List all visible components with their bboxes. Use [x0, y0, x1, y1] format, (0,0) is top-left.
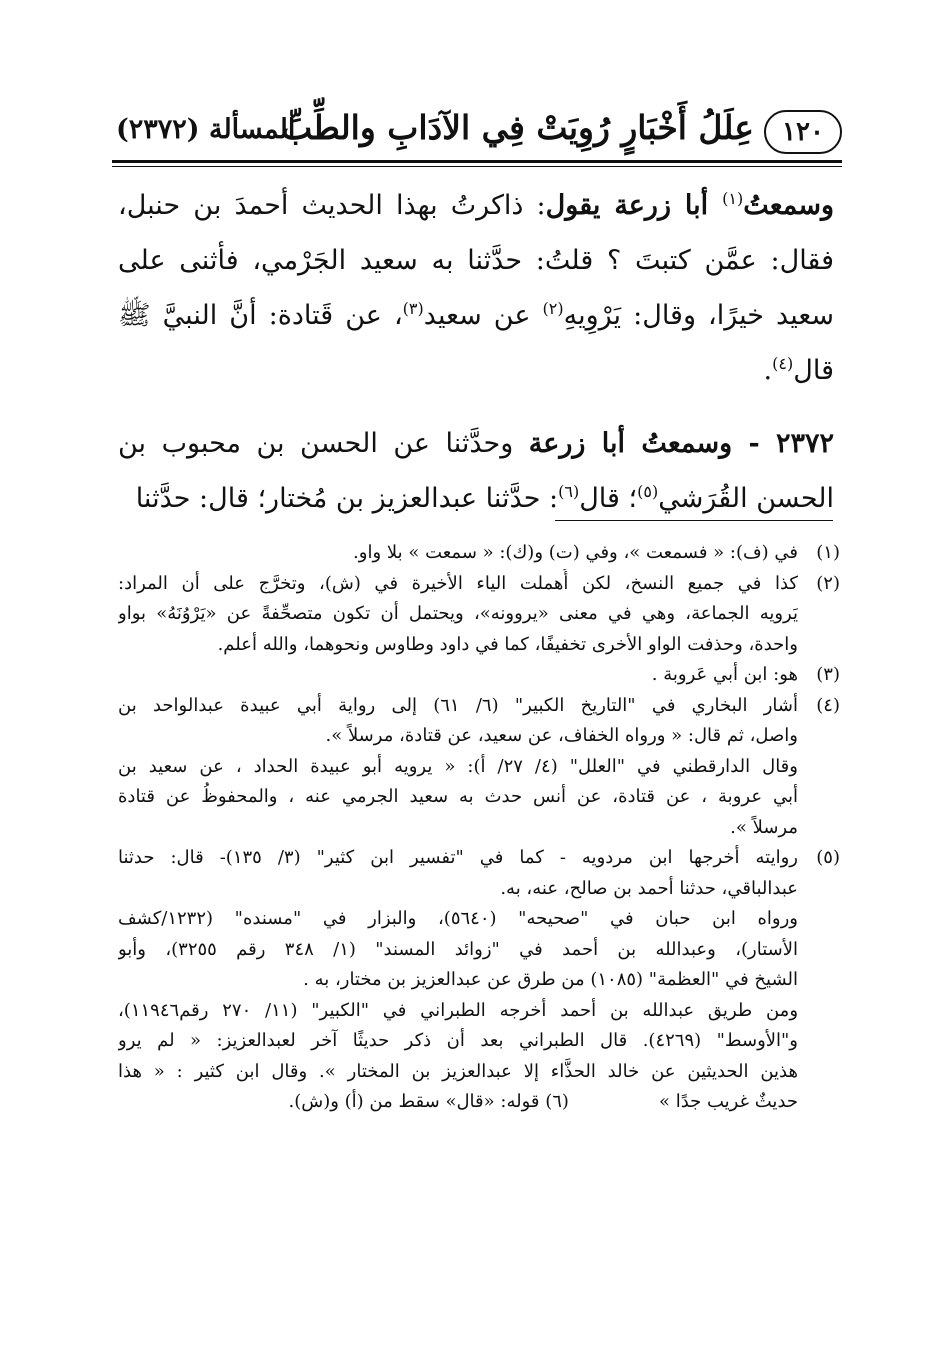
main-text	[118, 178, 834, 526]
footnote-ref-3[interactable]: (٣)	[402, 299, 424, 318]
footnote-6-text: قوله: «قال» سقط من (أ) و(ش).	[288, 1091, 540, 1112]
footnote-line: هو: ابن أبي عَروبة .	[651, 664, 798, 685]
para1-text-1: : ذاكرتُ بهذا الحديث أحمدَ بن حنبل، فقال: عمَّن كتبتَ ؟ قلتُ: حدَّثنا به سعيد الجَرْمي، فأثنى على سعيد خيرًا، وقال: يَرْوِيهِ	[118, 190, 835, 331]
footnote-line: في (ف): « فسمعت »، وفي (ت) و(ك): « سمعت » بلا واو.	[353, 542, 798, 563]
footnote-line: مرسلاً ».	[730, 816, 798, 838]
footnote-5	[118, 843, 840, 1118]
footnote-separator	[555, 520, 833, 521]
footnote-ref-2[interactable]: (٢)	[542, 299, 564, 318]
footnote-number: (١)	[816, 542, 840, 563]
footnote-number: (٣)	[816, 664, 840, 685]
footnote-line: روايته أخرجها ابن مردويه - كما في "تفسير ابن كثير" (٣/ ١٣٥)- قال: حدثنا	[118, 847, 798, 868]
para2-text-3: : حدَّثنا عبدالعزيز بن مُختار؛ قال: حدَّثنا	[135, 483, 559, 514]
book-title: عِلَلُ أَخْبَارٍ رُوِيَتْ فِي الآدَابِ والطِّبِّ	[281, 108, 754, 147]
footnote-ref-4[interactable]: (٤)	[772, 354, 794, 373]
para1-text-2: عن سعيد	[423, 300, 543, 331]
footnote-line: واصل، ثم قال: « ورواه الخفاف، عن سعيد، عن قتادة، مرسلاً ».	[325, 725, 798, 746]
footnote-2	[118, 569, 840, 661]
header-rule	[112, 160, 842, 163]
para1-text-3: ، عن قَتادة: أنَّ النبيَّ ﷺ قال	[118, 300, 834, 386]
footnote-number: (٤)	[816, 694, 840, 716]
paragraph-2	[118, 416, 834, 526]
footnote-number: (٥)	[816, 847, 840, 868]
footnote-line: واحدة، وحذفت الواو الأخرى تخفيفًا، كما في داود وطاوس ونحوهما، والله أعلم.	[217, 633, 798, 655]
footnote-line: أشار البخاري في "التاريخ الكبير" (٦/ ٦١) إلى رواية أبي عبيدة عبدالواحد بن	[118, 694, 798, 716]
para1-text-4: .	[763, 355, 773, 386]
footnote-line: الشيخ في "العظمة" (١٠٨٥) من طرق عن عبدالعزيز بن مختار، به .	[303, 969, 798, 990]
footnote-ref-5[interactable]: (٥)	[637, 482, 659, 501]
para1-lead: وسمعتُ	[743, 190, 834, 221]
footnote-line: هذين الحديثين عن خالد الحذَّاء إلا عبدالعزيز بن المختار ». وقال ابن كثير : « هذا	[118, 1060, 798, 1082]
footnote-line	[118, 1087, 798, 1118]
para1-bold-phrase: أبا زرعة يقول	[545, 190, 723, 221]
footnote-line: كذا في جميع النسخ، لكن أُهملت الياء الأخيرة في (ش)، وتخرَّج على أن المراد:	[118, 572, 798, 594]
footnote-line: وقال الدارقطني في "العلل" (٤/ ٢٧/ أ): « يرويه أبو عبيدة الحداد ، عن سعيد بن	[118, 755, 798, 777]
footnote-3	[118, 660, 840, 691]
page-header	[112, 104, 842, 160]
footnote-line: ورواه ابن حبان في "صحيحه" (٥٦٤٠)، والبزار في "مسنده" (١٢٣٢/كشف	[118, 908, 798, 929]
footnote-line: و"الأوسط" (٤٢٦٩). قال الطبراني بعد أن ذكر حديثًا آخر لعبدالعزيز: « لم يرو	[118, 1030, 798, 1051]
header-rule-thin	[112, 166, 842, 167]
footnote-line: يَرويه الجماعة، وهي في معنى «يروونه»، ويحتمل أن تكون متصحِّفةً عن «يَرْوُنَهُ» بواو	[118, 603, 798, 624]
footnote-line: الأستار)، وعبدالله بن أحمد في "زوائد المسند" (١/ ٣٤٨ رقم ٣٢٥٥)، وأبو	[118, 938, 798, 960]
footnote-6-number: (٦)	[545, 1091, 569, 1112]
footnote-4	[118, 691, 840, 844]
paragraph-1	[118, 178, 834, 398]
footnote-line: عبدالباقي، حدثنا أحمد بن صالح، عنه، به.	[500, 877, 798, 899]
footnote-line: أبي عروبة ، عن قتادة، عن أنس حدث به سعيد الجرمي عنه ، والمحفوظُ عن قتادة	[118, 786, 798, 807]
footnote-number: (٢)	[816, 572, 840, 594]
page-number: ١٢٠	[764, 110, 842, 154]
footnote-line-text: حديثٌ غريب جدًا »	[658, 1091, 798, 1112]
footnotes	[118, 538, 840, 1118]
footnote-line: ومن طريق عبدالله بن أحمد أخرجه الطبراني في "الكبير" (١١/ ٢٧٠ رقم١١٩٤٦)،	[118, 999, 798, 1021]
para2-lead: ٢٣٧٢ - وسمعتُ أبا زرعة	[528, 428, 834, 459]
para2-text-2: ؛ قال	[579, 483, 638, 514]
para2-text-1: وحدَّثنا عن الحسن بن محبوب بن الحسن القُرَشي	[118, 428, 834, 514]
footnote-1	[118, 538, 840, 569]
footnote-ref-6[interactable]: (٦)	[558, 482, 580, 501]
issue-number: المسألة (٢٣٧٢)	[116, 114, 296, 145]
footnote-ref-1[interactable]: (١)	[722, 189, 744, 208]
